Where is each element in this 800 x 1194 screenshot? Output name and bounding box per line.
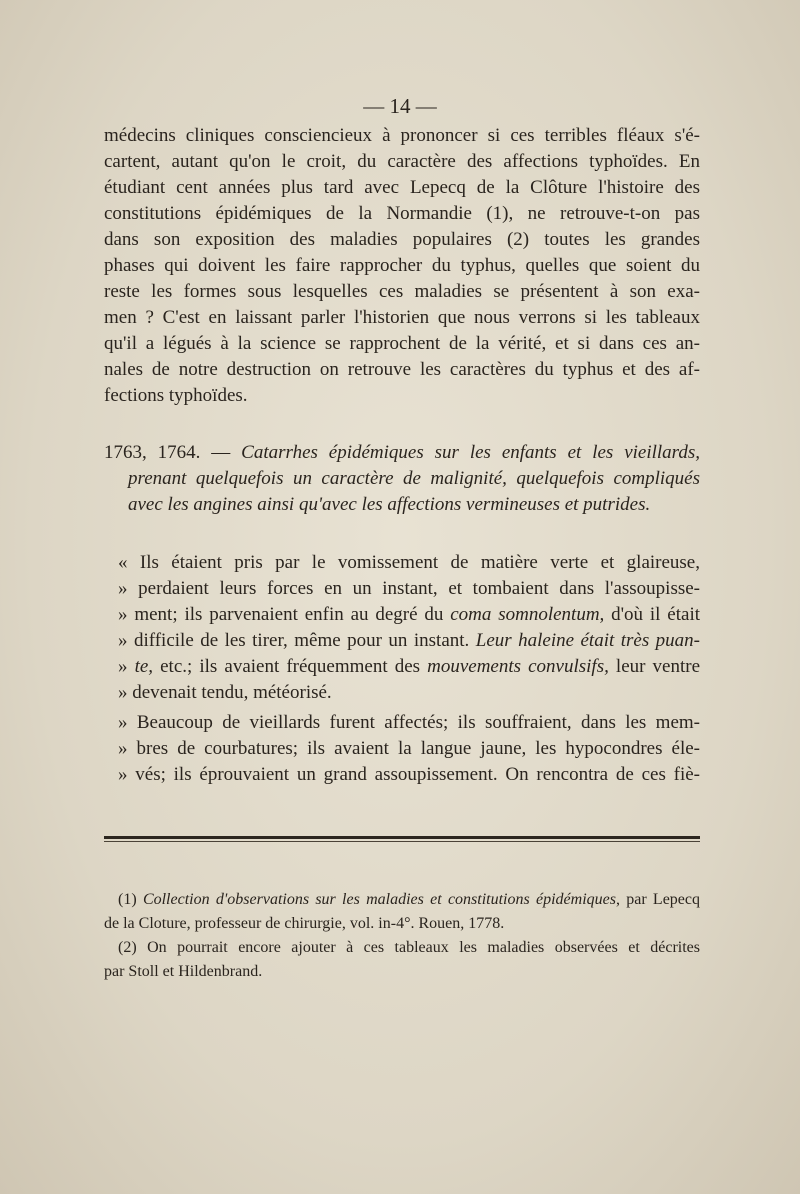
footnote-line: de la Cloture, professeur de chirurgie, vol. in-4°. Rouen, 1778. [104, 915, 505, 932]
text-line: nales de notre destruction on retrouve les caractères du typhus et des af- [104, 359, 700, 380]
footnote-divider-thin [104, 841, 700, 842]
page-number: — 14 — [363, 94, 437, 118]
footnote-line: (2) On pourrait encore ajouter à ces tableaux les maladies observées et décrites [118, 939, 700, 956]
text-line: fections typhoïdes. [104, 385, 248, 406]
footnote-line [118, 888, 700, 912]
quote-line: » Beaucoup de vieillards furent affectés; ils souffraient, dans les mem- [118, 712, 700, 733]
quote-italic: mouvements convulsifs, [427, 656, 609, 677]
quote-text: » difficile de les tirer, même pour un instant. [118, 630, 476, 651]
heading-line: avec les angines ainsi qu'avec les affections vermineuses et putrides. [128, 494, 651, 515]
footnote-divider [104, 836, 700, 839]
quote-italic: Leur haleine était très puan- [475, 630, 700, 651]
quote-line: » perdaient leurs forces en un instant, et tombaient dans l'assoupisse- [118, 578, 700, 599]
text-line: dans son exposition des maladies populaires (2) toutes les grandes [104, 229, 700, 250]
footnote-line: par Stoll et Hildenbrand. [104, 963, 263, 980]
footnote-marker: (1) [118, 891, 143, 908]
quote-text: » ment; ils parvenaient enfin au degré du [118, 604, 451, 625]
quote-line: « Ils étaient pris par le vomissement de matière verte et glaireuse, [118, 552, 700, 573]
quote-italic: te, [134, 656, 154, 677]
text-line: men ? C'est en laissant parler l'historien que nous verrons si les tableaux [104, 307, 700, 328]
quote-italic: coma somnolentum, [450, 604, 605, 625]
heading-line [104, 440, 700, 466]
text-line: qu'il a légués à la science se rapprochent de la vérité, et si dans ces an- [104, 333, 700, 354]
footnote-title: Collection d'observations sur les maladies et constitutions épidémiques [142, 891, 616, 908]
quote-text: etc.; ils avaient fréquemment des [153, 656, 428, 677]
quote-text: d'où il était [604, 604, 700, 625]
text-line: étudiant cent années plus tard avec Lepecq de la Clôture l'histoire des [104, 177, 700, 198]
heading-line: prenant quelquefois un caractère de malignité, quelquefois compliqués [128, 468, 700, 489]
quote-line [118, 628, 700, 654]
quote-text: leur ventre [608, 656, 701, 677]
quote-line: » bres de courbatures; ils avaient la langue jaune, les hypocondres éle- [118, 738, 700, 759]
text-line: constitutions épidémiques de la Normandie (1), ne retrouve-t-on pas [104, 203, 700, 224]
quote-line [118, 654, 700, 680]
heading-title: Catarrhes épidémiques sur les enfants et les vieillards, [241, 442, 701, 463]
text-line: médecins cliniques consciencieux à prononcer si ces terribles fléaux s'é- [104, 125, 700, 146]
quote-line: » vés; ils éprouvaient un grand assoupissement. On rencontra de ces fiè- [118, 764, 700, 785]
text-line: cartent, autant qu'on le croit, du caractère des affections typhoïdes. En [104, 151, 700, 172]
text-line: reste les formes sous lesquelles ces maladies se présentent à son exa- [104, 281, 700, 302]
quote-text: » [118, 656, 135, 677]
quote-line: » devenait tendu, météorisé. [118, 682, 332, 703]
footnote-text: , par Lepecq [615, 891, 701, 908]
quote-line [118, 602, 700, 628]
text-line: phases qui doivent les faire rapprocher du typhus, quelles que soient du [104, 255, 700, 276]
heading-years: 1763, 1764. — [104, 442, 242, 463]
